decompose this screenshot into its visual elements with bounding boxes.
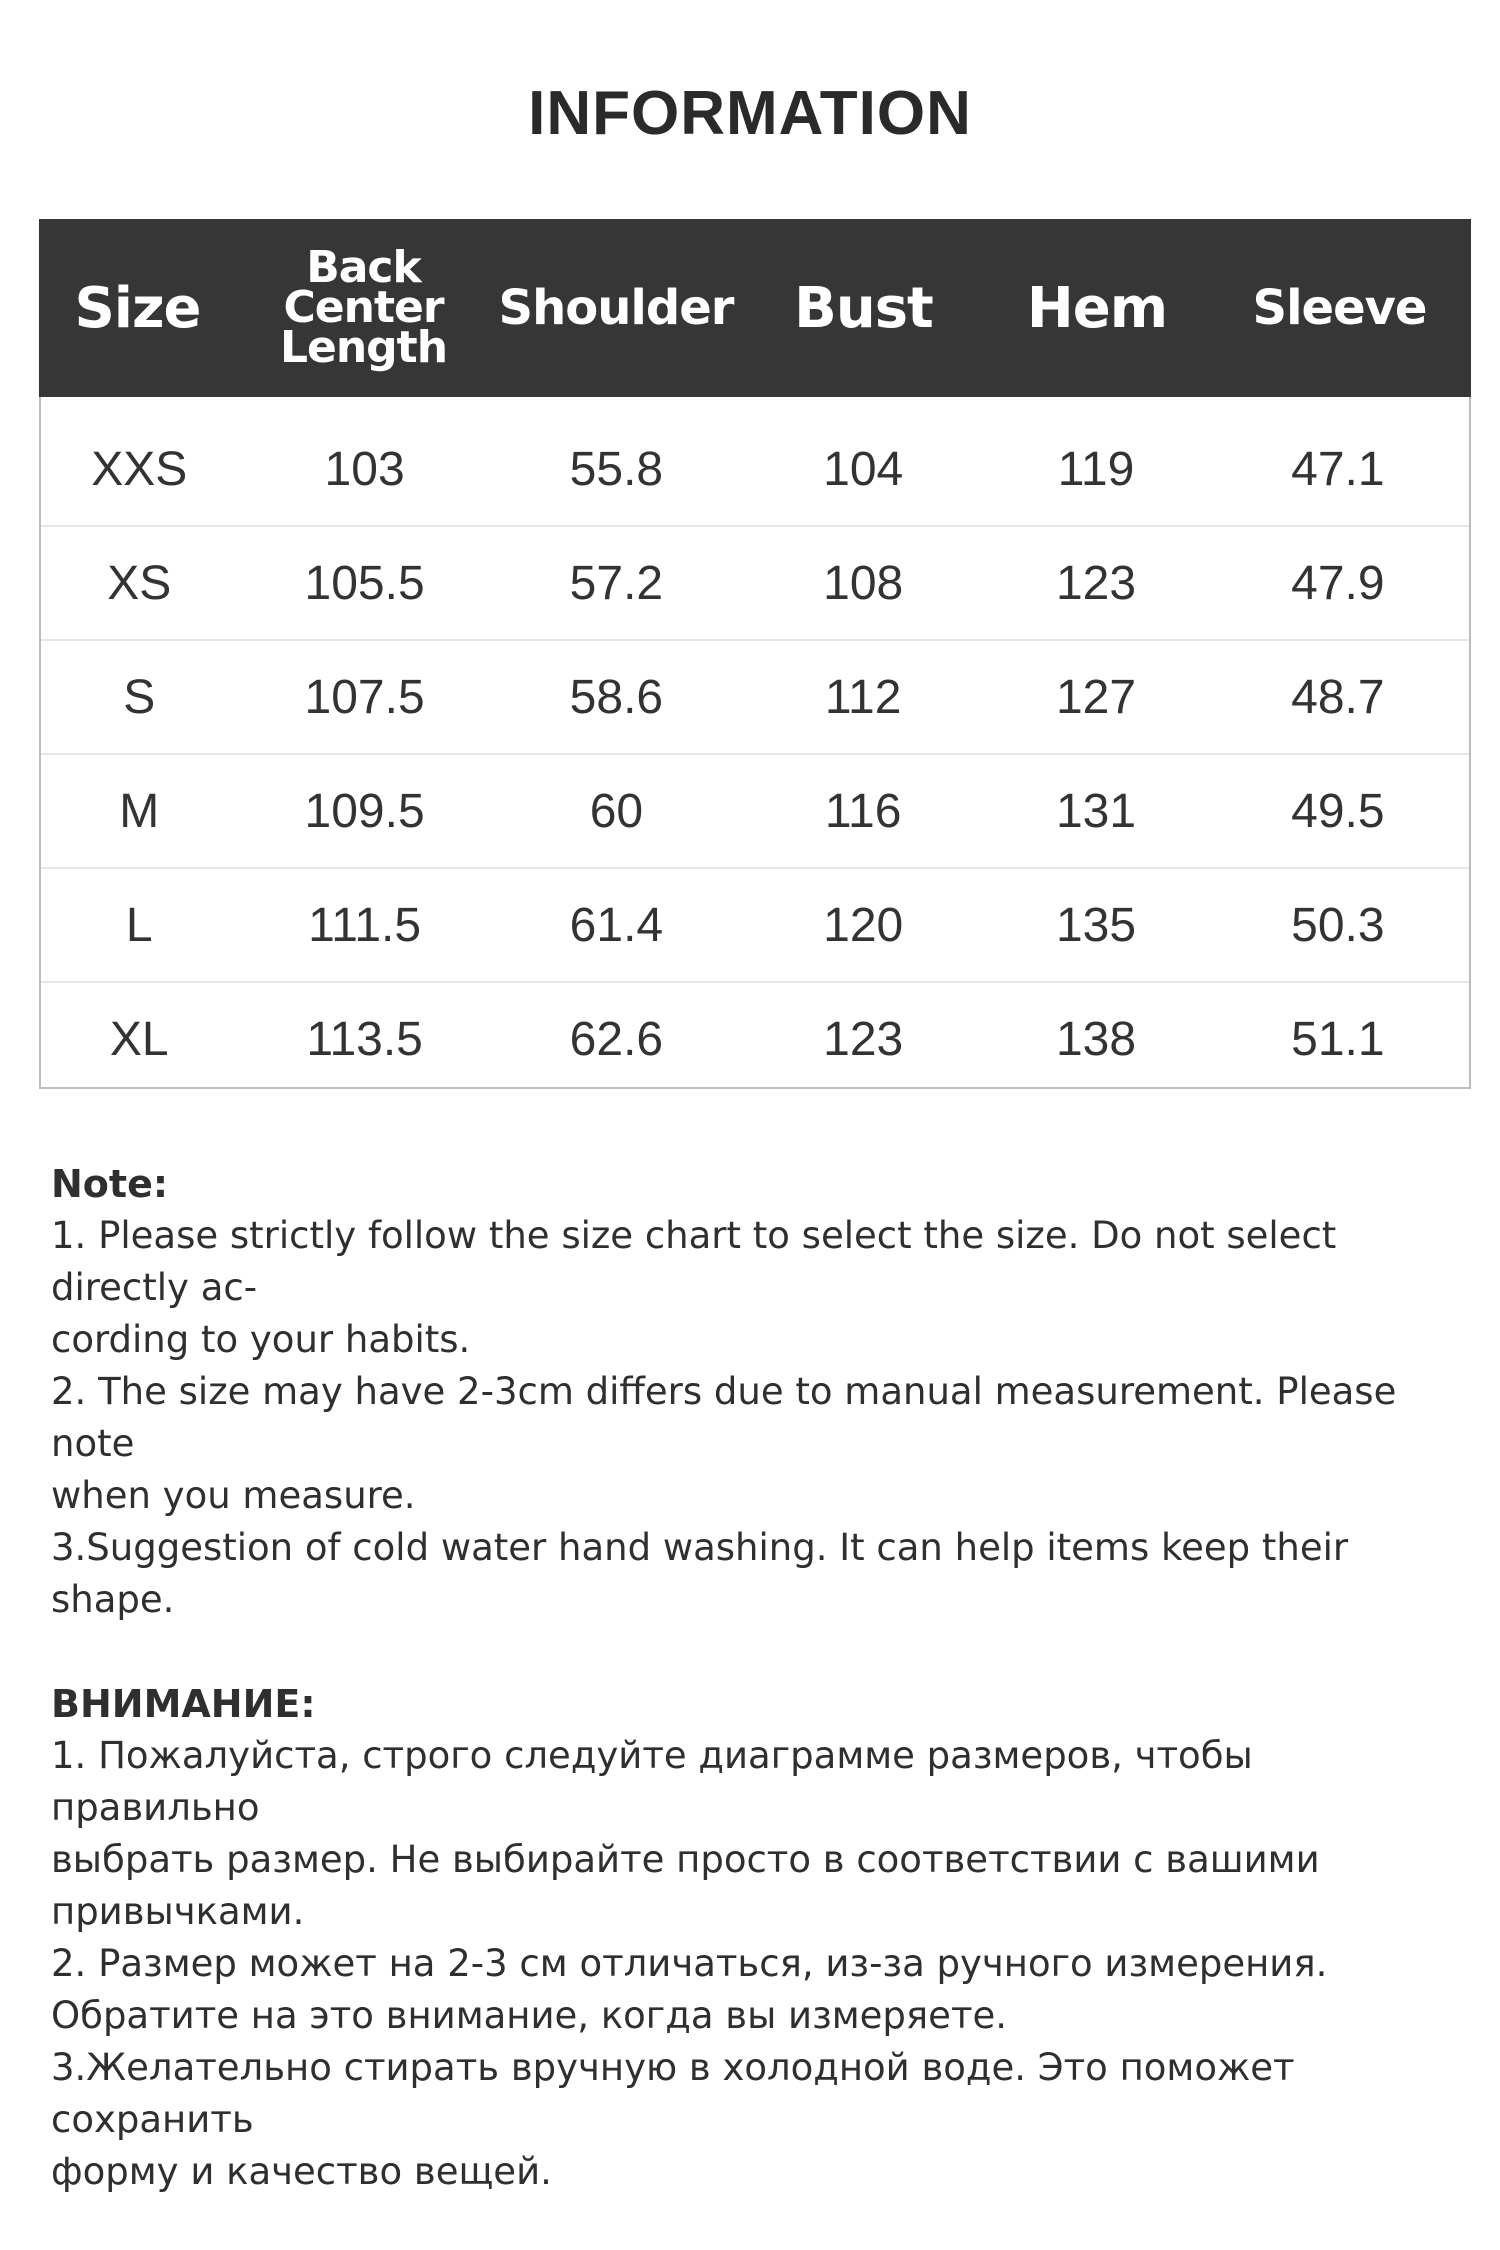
cell-hem: 138 [1055,1012,1137,1066]
cell-shoulder: 61.4 [569,898,664,952]
cell-back-center-length: 103 [324,442,405,496]
table-row [41,413,1469,527]
cell-size: XL [109,1012,169,1066]
header-back-center-length [236,219,491,397]
cell-hem: 123 [1055,556,1137,610]
cell-size: M [119,784,160,838]
cell-hem: 131 [1055,784,1137,838]
size-chart-table [39,219,1471,1089]
cell-back-center-length: 113.5 [306,1012,423,1066]
header-hem: Hem [1026,275,1168,341]
cell-sleeve: 47.9 [1291,556,1385,610]
note-line: 1. Please strictly follow the size chart to select the size. Do not select directly ac- [51,1214,1337,1309]
note-russian [51,1678,1471,2198]
note-line: форму и качество вещей. [51,2150,552,2193]
page-title: INFORMATION [528,79,972,148]
note-line: привычками. [51,1890,305,1933]
cell-size: XXS [91,442,188,496]
cell-bust: 116 [824,784,902,838]
cell-hem: 135 [1055,898,1137,952]
header-sleeve: Sleeve [1252,280,1427,336]
note-line: Обратите на это внимание, когда вы измеряете. [51,1994,1008,2037]
table-row [41,983,1469,1095]
cell-size: L [125,898,153,952]
note-heading: ВНИМАНИЕ: [51,1682,316,1726]
note-heading: Note: [51,1162,169,1206]
cell-back-center-length: 109.5 [304,784,425,838]
header-shoulder: Shoulder [498,280,734,336]
note-line: when you measure. [51,1474,416,1517]
cell-back-center-length: 111.5 [308,898,422,952]
cell-shoulder: 60 [589,784,644,838]
note-line: 2. Размер может на 2-3 см отличаться, из-за ручного измерения. [51,1942,1328,1985]
table-row [41,869,1469,983]
table-body [41,397,1469,1095]
header-size: Size [74,275,201,341]
header-bust: Bust [794,275,933,341]
notes-section [51,1158,1471,2250]
note-line: 3.Suggestion of cold water hand washing. It can help items keep their shape. [51,1526,1349,1621]
cell-hem: 127 [1055,670,1137,724]
header-back-center-line2: Length [279,322,448,373]
table-row [41,755,1469,869]
cell-sleeve: 49.5 [1291,784,1385,838]
cell-size: XS [107,556,172,610]
table-header-row [39,219,1471,397]
cell-back-center-length: 105.5 [304,556,425,610]
note-line: 3.Желательно стирать вручную в холодной воде. Это поможет сохранить [51,2046,1295,2141]
cell-bust: 112 [824,670,902,724]
cell-shoulder: 55.8 [569,442,664,496]
cell-bust: 123 [823,1012,904,1066]
header-back-center-line1: Back Center [283,242,444,333]
note-line: cording to your habits. [51,1318,471,1361]
cell-shoulder: 62.6 [569,1012,664,1066]
table-row [41,527,1469,641]
cell-hem: 119 [1057,442,1135,496]
cell-bust: 104 [823,442,904,496]
note-english [51,1158,1471,1626]
cell-back-center-length: 107.5 [304,670,425,724]
cell-sleeve: 50.3 [1291,898,1385,952]
cell-sleeve: 48.7 [1291,670,1385,724]
cell-sleeve: 51.1 [1291,1012,1385,1066]
note-line: выбрать размер. Не выбирайте просто в соответствии с вашими [51,1838,1320,1881]
cell-size: S [123,670,156,724]
table-row [41,641,1469,755]
note-line: 1. Пожалуйста, строго следуйте диаграмме размеров, чтобы правильно [51,1734,1253,1829]
cell-sleeve: 47.1 [1291,442,1385,496]
cell-bust: 120 [823,898,904,952]
cell-bust: 108 [823,556,904,610]
note-line: 2. The size may have 2-3cm differs due to manual measurement. Please note [51,1370,1397,1465]
cell-shoulder: 57.2 [569,556,664,610]
cell-shoulder: 58.6 [569,670,664,724]
